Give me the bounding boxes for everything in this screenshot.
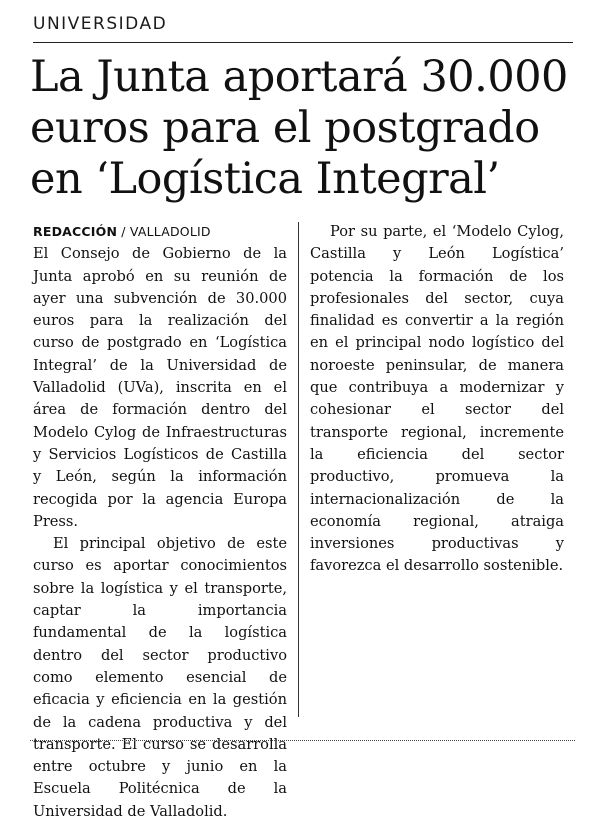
article-column-left bbox=[33, 221, 287, 823]
byline-place: VALLADOLID bbox=[129, 224, 211, 239]
headline-line-3: en ‘Logística Integral’ bbox=[30, 154, 500, 204]
paragraph-3: Por su parte, el ‘Modelo Cylog, Castilla y León Logística’ potencia la formación de los profesionales del sector, cuya finalidad es convertir a la región en el principal nodo logístico del noroeste peninsular, de manera que contribuya a modernizar y cohesionar el sector del transporte regional, incremente la eficiencia del sector productivo, promueva la internacionalización de la economía regional, atraiga inversiones productivas y favorezca el desarrollo sostenible. bbox=[310, 223, 564, 575]
headline-line-1: La Junta aportará 30.000 bbox=[30, 52, 568, 102]
article-column-right bbox=[310, 221, 564, 578]
section-rule bbox=[33, 42, 573, 43]
headline bbox=[30, 52, 590, 205]
bottom-rule bbox=[30, 740, 575, 741]
paragraph-2: El principal objetivo de este curso es aportar conocimientos sobre la logística y el transporte, captar la importancia fundamental de la logística dentro del sector productivo como elemento esencial de eficacia y eficiencia en la gestión de la cadena productiva y del transporte. El curso se desarrolla entre octubre y junio en la Escuela Politécnica de la Universidad de Valladolid. bbox=[33, 535, 287, 820]
column-divider bbox=[298, 222, 299, 717]
section-label: UNIVERSIDAD bbox=[33, 14, 168, 34]
byline-author: REDACCIÓN bbox=[33, 224, 118, 239]
byline bbox=[33, 221, 287, 243]
headline-line-2: euros para el postgrado bbox=[30, 103, 540, 153]
byline-separator: / bbox=[121, 224, 126, 239]
paragraph-1: El Consejo de Gobierno de la Junta aprobó en su reunión de ayer una subvención de 30.000 euros para la realización del curso de postgrado en ‘Logística Integral’ de la Universidad de Valladolid (UVa), inscrita en el área de formación dentro del Modelo Cylog de Infraestructuras y Servicios Logísticos de Castilla y León, según la información recogida por la agencia Europa Press. bbox=[33, 245, 287, 530]
